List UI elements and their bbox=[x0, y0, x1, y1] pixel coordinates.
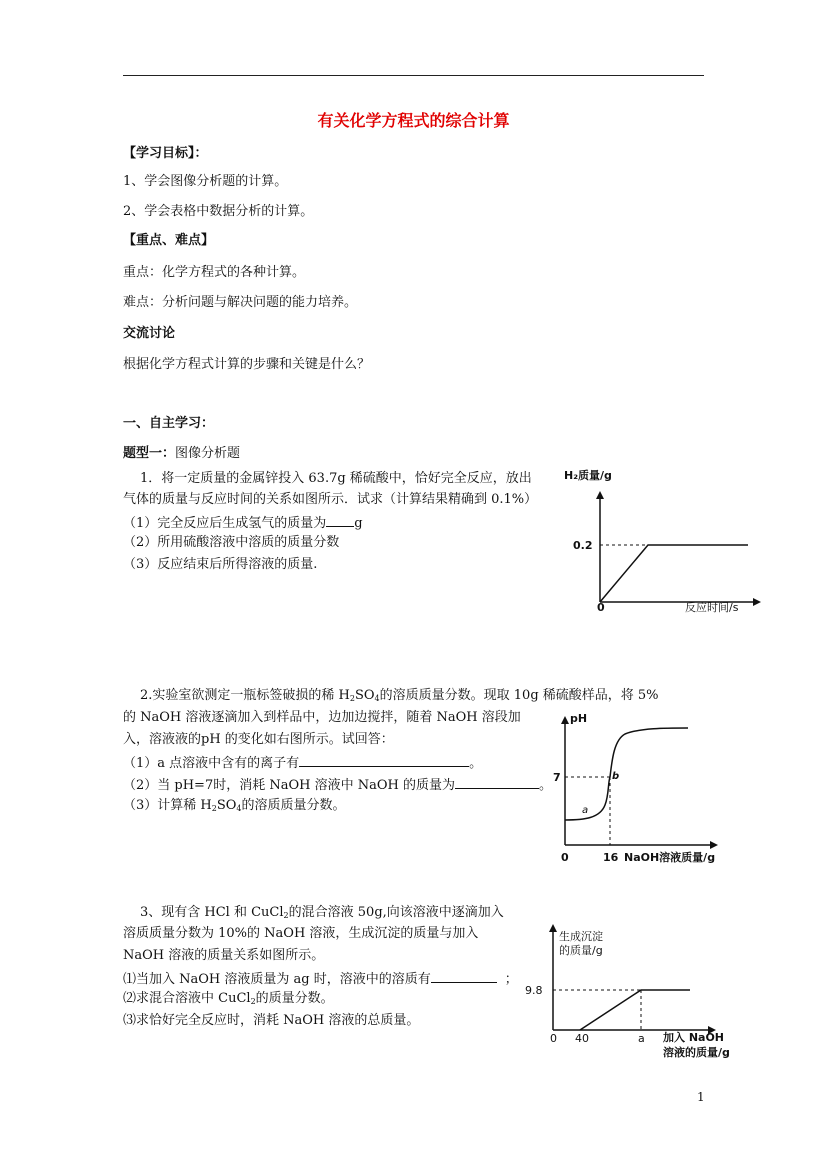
q3-line3: NaOH 溶液的质量关系如图所示。 bbox=[123, 948, 325, 963]
chart1-y-arrow bbox=[596, 491, 604, 499]
chart2-xlabel: NaOH溶液质量/g bbox=[624, 851, 716, 864]
goal-item-2: 2、学会表格中数据分析的计算。 bbox=[123, 204, 314, 219]
q1-answer-blank[interactable] bbox=[326, 514, 354, 527]
q2-part3-sub2: 4 bbox=[236, 804, 242, 813]
q1-part1-text: （1）完全反应后生成氢气的质量为 bbox=[123, 516, 327, 531]
chart3-x-tick-40: 40 bbox=[575, 1032, 589, 1045]
q1-part2: （2）所用硫酸溶液中溶质的质量分数 bbox=[123, 535, 340, 550]
chart3-x-tick-a: a bbox=[638, 1032, 645, 1045]
q2-part2-end: 。 bbox=[539, 778, 553, 793]
chart2-origin: 0 bbox=[561, 851, 569, 864]
q2-part3-b: SO bbox=[216, 798, 237, 813]
q2-part3-a: （3）计算稀 H bbox=[123, 798, 212, 813]
goal-item-1: 1、学会图像分析题的计算。 bbox=[123, 174, 288, 189]
q1-line2: 气体的质量与反应时间的关系如图所示．试求（计算结果精确到 0.1%） bbox=[123, 492, 538, 507]
q2-line1-b: SO bbox=[354, 688, 375, 703]
chart2-y-arrow bbox=[561, 716, 569, 724]
q2-part3-sub1: 2 bbox=[211, 804, 217, 813]
q3-part1 bbox=[123, 970, 518, 988]
q1-line1: 1．将一定质量的金属锌投入 63.7g 稀硫酸中，恰好完全反应，放出 bbox=[140, 471, 532, 486]
page-title: 有关化学方程式的综合计算 bbox=[317, 111, 510, 130]
q2-line3: 入，溶液液的pH 的变化如右图所示。试回答： bbox=[123, 732, 394, 747]
chart3-xlabel-2: 溶液的质量/g bbox=[663, 1046, 730, 1059]
q3-line1-a: 3、现有含 HCl 和 CuCl bbox=[140, 905, 284, 920]
q2-part3-c: 的溶质质量分数。 bbox=[241, 798, 346, 813]
q3-part1-text: ⑴当加入 NaOH 溶液质量为 ag 时，溶液中的溶质有 bbox=[123, 972, 431, 987]
chart1-series-line bbox=[600, 545, 748, 602]
chart3-xlabel-1: 加入 NaOH bbox=[663, 1031, 725, 1044]
chart3-y-tick: 9.8 bbox=[525, 984, 543, 997]
q2-part1 bbox=[123, 754, 482, 772]
q1-part3: （3）反应结束后所得溶液的质量. bbox=[123, 557, 318, 572]
keypoints-heading: 【重点、难点】 bbox=[123, 233, 215, 248]
q3-part2-a: ⑵求混合溶液中 CuCl bbox=[123, 991, 251, 1006]
difficulty-point: 难点：分析问题与解决问题的能力培养。 bbox=[123, 295, 358, 310]
q3-line1 bbox=[140, 905, 504, 924]
chart1-y-tick: 0.2 bbox=[573, 539, 593, 552]
chart3-series-line bbox=[580, 990, 690, 1030]
q3-line2: 溶质质量分数为 10%的 NaOH 溶液，生成沉淀的质量与加入 bbox=[123, 926, 479, 941]
q2-line1-sub2: 4 bbox=[374, 694, 380, 703]
chart1-origin: 0 bbox=[597, 601, 605, 614]
goals-heading: 【学习目标】： bbox=[123, 146, 208, 161]
q2-ions-blank[interactable] bbox=[299, 754, 469, 767]
section1-heading: 一、自主学习： bbox=[123, 416, 215, 431]
header-rule bbox=[123, 75, 704, 76]
q2-line1-sub1: 2 bbox=[349, 694, 355, 703]
q2-part1-text: （1）a 点溶液中含有的离子有 bbox=[123, 756, 300, 771]
chart3-origin: 0 bbox=[550, 1032, 557, 1045]
question-type-line bbox=[123, 446, 240, 462]
chart3-ylabel-1: 生成沉淀 bbox=[559, 930, 603, 943]
q3-line1-sub: 2 bbox=[283, 911, 289, 920]
q1-part1-unit: g bbox=[354, 516, 363, 531]
q2-part1-end: 。 bbox=[469, 756, 483, 771]
q2-line2: 的 NaOH 溶液逐滴加入到样品中，边加边搅拌，随着 NaOH 溶段加 bbox=[123, 710, 521, 725]
q3-solutes-blank[interactable] bbox=[431, 970, 497, 983]
chart-ph-vs-naoh bbox=[540, 700, 730, 870]
discussion-question: 根据化学方程式计算的步骤和关键是什么？ bbox=[123, 357, 371, 372]
chart1-x-arrow bbox=[753, 598, 761, 606]
page-number: 1 bbox=[697, 1090, 705, 1104]
q3-part2-b: 的质量分数。 bbox=[255, 991, 334, 1006]
q2-part3 bbox=[123, 798, 346, 817]
q3-part2 bbox=[123, 991, 334, 1010]
q3-line1-b: 的混合溶液 50g,向该溶液中逐滴加入 bbox=[288, 905, 504, 920]
chart2-x-arrow bbox=[710, 841, 718, 849]
q1-part1 bbox=[123, 514, 363, 532]
chart2-point-a: a bbox=[582, 805, 589, 816]
chart3-y-arrow bbox=[549, 924, 557, 932]
chart3-ylabel-2: 的质量/g bbox=[559, 944, 603, 957]
question-type-text: 图像分析题 bbox=[175, 446, 241, 461]
q2-line1-a: 2.实验室欲测定一瓶标签破损的稀 H bbox=[140, 688, 350, 703]
chart-h2-mass-vs-time bbox=[560, 465, 775, 615]
chart-precipitate-vs-naoh bbox=[525, 920, 745, 1065]
q3-part2-sub: 2 bbox=[250, 997, 256, 1006]
chart2-x-tick: 16 bbox=[603, 851, 619, 864]
key-point: 重点：化学方程式的各种计算。 bbox=[123, 265, 306, 280]
q2-part2-text: （2）当 pH=7时，消耗 NaOH 溶液中 NaOH 的质量为 bbox=[123, 778, 455, 793]
chart2-point-b: b bbox=[612, 771, 620, 782]
chart1-ylabel: H₂质量/g bbox=[564, 469, 612, 482]
chart2-y-tick: 7 bbox=[553, 771, 561, 784]
chart1-xlabel: 反应时间/s bbox=[685, 601, 739, 614]
discussion-heading: 交流讨论 bbox=[123, 326, 176, 341]
q2-part2 bbox=[123, 776, 552, 794]
q3-part3: ⑶求恰好完全反应时，消耗 NaOH 溶液的总质量。 bbox=[123, 1013, 420, 1028]
q3-part1-end: ； bbox=[504, 972, 518, 987]
chart2-ylabel: pH bbox=[570, 712, 588, 725]
q2-naoh-mass-blank[interactable] bbox=[455, 776, 539, 789]
q2-line1-c: 的溶质质量分数。现取 10g 稀硫酸样品，将 5% bbox=[379, 688, 659, 703]
question-type-label: 题型一： bbox=[123, 446, 176, 461]
